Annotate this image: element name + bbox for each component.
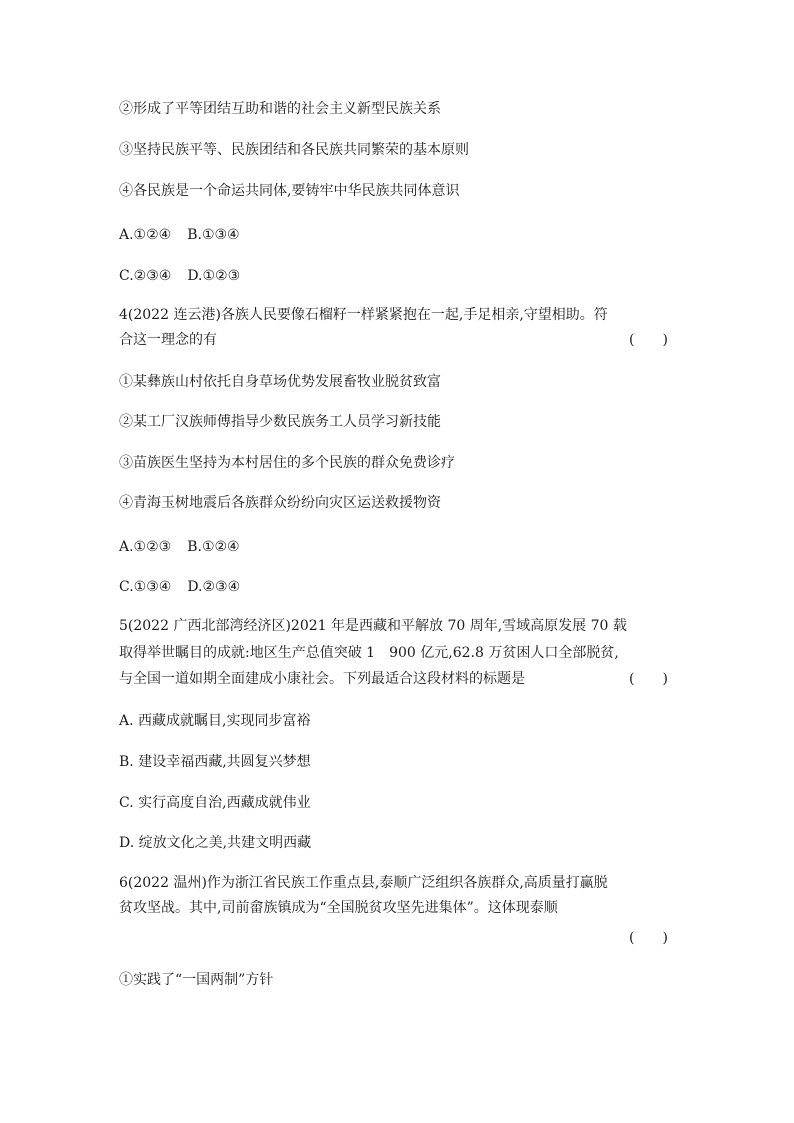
q4-statement-2: ②某工厂汉族师傅指导少数民族务工人员学习新技能: [119, 414, 441, 430]
q3-statement-3: ③坚持民族平等、民族团结和各民族共同繁荣的基本原则: [119, 142, 469, 158]
q5-option-b[interactable]: B. 建设幸福西藏,共圆复兴梦想: [119, 754, 311, 770]
q4-answer-bracket[interactable]: ( ): [629, 332, 668, 348]
q5-answer-bracket[interactable]: ( ): [629, 671, 668, 687]
q4-statement-4: ④青海玉树地震后各族群众纷纷向灾区运送救援物资: [119, 495, 441, 511]
q6-stem-line-1: 6(2022 温州)作为浙江省民族工作重点县,泰顺广泛组织各族群众,高质量打赢脱: [119, 875, 608, 891]
q3-statement-2: ②形成了平等团结互助和谐的社会主义新型民族关系: [119, 101, 441, 117]
q5-option-d[interactable]: D. 绽放文化之美,共建文明西藏: [119, 835, 312, 851]
q4-stem-line-1: 4(2022 连云港)各族人民要像石榴籽一样紧紧抱在一起,手足相亲,守望相助。符: [119, 307, 608, 323]
q5-stem-line-1: 5(2022 广西北部湾经济区)2021 年是西藏和平解放 70 周年,雪域高原发展 70 载: [119, 618, 627, 634]
q4-option-a[interactable]: A.①②③: [119, 539, 172, 555]
q5-stem-line-2: 取得举世瞩目的成就:地区生产总值突破 1 900 亿元,62.8 万贫困人口全部脱贫,: [119, 645, 619, 661]
q6-stem-line-2: 贫攻坚战。其中,司前畲族镇成为“全国脱贫攻坚先进集体”。这体现泰顺: [119, 900, 558, 916]
q4-option-d[interactable]: D.②③④: [187, 579, 241, 595]
q4-option-c[interactable]: C.①③④: [119, 579, 172, 595]
q4-stem-line-2: 合这一理念的有: [119, 332, 217, 348]
q3-option-a[interactable]: A.①②④: [119, 227, 172, 243]
q3-option-d[interactable]: D.①②③: [187, 268, 241, 284]
q3-statement-4: ④各民族是一个命运共同体,要铸牢中华民族共同体意识: [119, 183, 460, 199]
q3-option-c[interactable]: C.②③④: [119, 268, 172, 284]
q4-options-row-1: [119, 538, 240, 556]
q6-statement-1: ①实践了“一国两制”方针: [119, 972, 274, 988]
q4-statement-1: ①某彝族山村依托自身草场优势发展畜牧业脱贫致富: [119, 374, 441, 390]
q4-option-b[interactable]: B.①②④: [187, 539, 240, 555]
q4-options-row-2: [119, 578, 240, 596]
q5-option-c[interactable]: C. 实行高度自治,西藏成就伟业: [119, 795, 311, 811]
q3-option-b[interactable]: B.①③④: [187, 227, 240, 243]
q6-answer-bracket[interactable]: ( ): [629, 930, 668, 946]
q5-option-a[interactable]: A. 西藏成就瞩目,实现同步富裕: [119, 713, 311, 729]
q4-statement-3: ③苗族医生坚持为本村居住的多个民族的群众免费诊疗: [119, 455, 455, 471]
q5-stem-line-3: 与全国一道如期全面建成小康社会。下列最适合这段材料的标题是: [119, 671, 525, 687]
q3-options-row-1: [119, 226, 240, 244]
q3-options-row-2: [119, 267, 240, 285]
